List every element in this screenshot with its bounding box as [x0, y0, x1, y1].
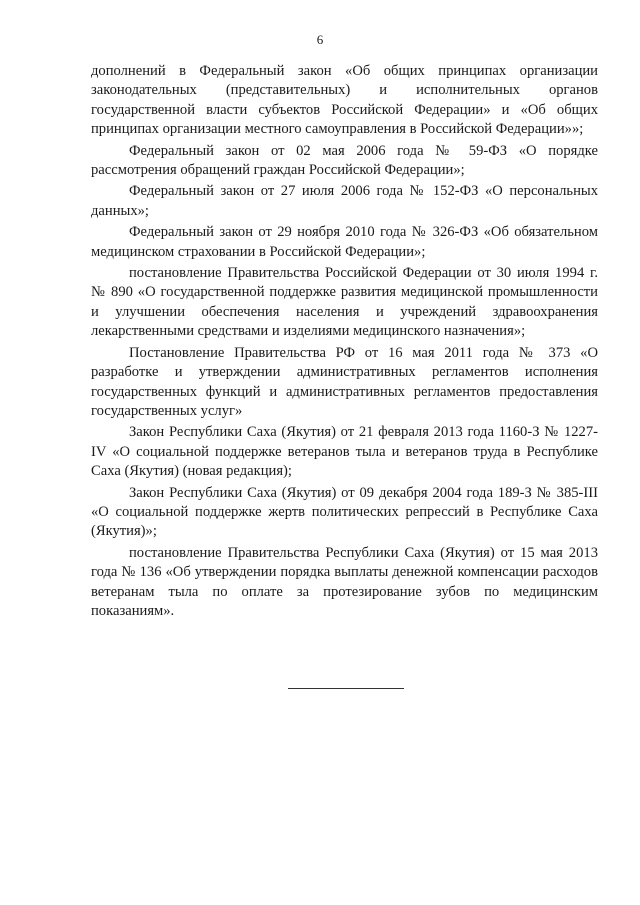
paragraph-government-decree-373: Постановление Правительства РФ от 16 мая 2011 года № 373 «О разработке и утверждении административных регламентов исполнения государственных функций и административных регламентов предоставления государственных услуг» [91, 344, 598, 419]
paragraph-amendments-continuation: дополнений в Федеральный закон «Об общих принципах организации законодательных (представительных) и исполнительных органов государственной власти субъектов Российской Федерации» и «Об общих принципах организации местного самоуправления в Российской Федерации»»; [91, 63, 598, 138]
paragraph-sakha-decree-136: постановление Правительства Республики Саха (Якутия) от 15 мая 2013 года № 136 «Об утверждении порядка выплаты денежной компенсации расходов ветеранам тыла по оплате за протезирование зубов по медицинским показаниям». [91, 544, 598, 619]
paragraph-government-decree-890: постановление Правительства Российской Федерации от 30 июля 1994 г. № 890 «О государственной поддержке развития медицинской промышленности и улучшении обеспечения населения и учреждений здравоохранения лекарственными средствами и изделиями медицинского назначения»; [91, 265, 598, 340]
paragraph-federal-law-152: Федеральный закон от 27 июля 2006 года № 152-ФЗ «О персональных данных»; [91, 183, 598, 219]
page-number: 6 [316, 32, 324, 47]
paragraph-sakha-law-1160: Закон Республики Саха (Якутия) от 21 февраля 2013 года 1160-З № 1227-IV «О социальной поддержке ветеранов тыла и ветеранов труда в Республике Саха (Якутия) (новая редакция); [91, 424, 598, 480]
document-body [91, 62, 598, 623]
paragraph-sakha-law-189: Закон Республики Саха (Якутия) от 09 декабря 2004 года 189-З № 385-III «О социальной поддержке жертв политических репрессий в Республике Саха (Якутия)»; [91, 484, 598, 540]
paragraph-federal-law-326: Федеральный закон от 29 ноября 2010 года № 326-ФЗ «Об обязательном медицинском страховании в Российской Федерации»; [91, 224, 598, 260]
end-separator-line [288, 688, 404, 689]
paragraph-federal-law-59: Федеральный закон от 02 мая 2006 года № 59-ФЗ «О порядке рассмотрения обращений граждан Российской Федерации»; [91, 142, 598, 179]
